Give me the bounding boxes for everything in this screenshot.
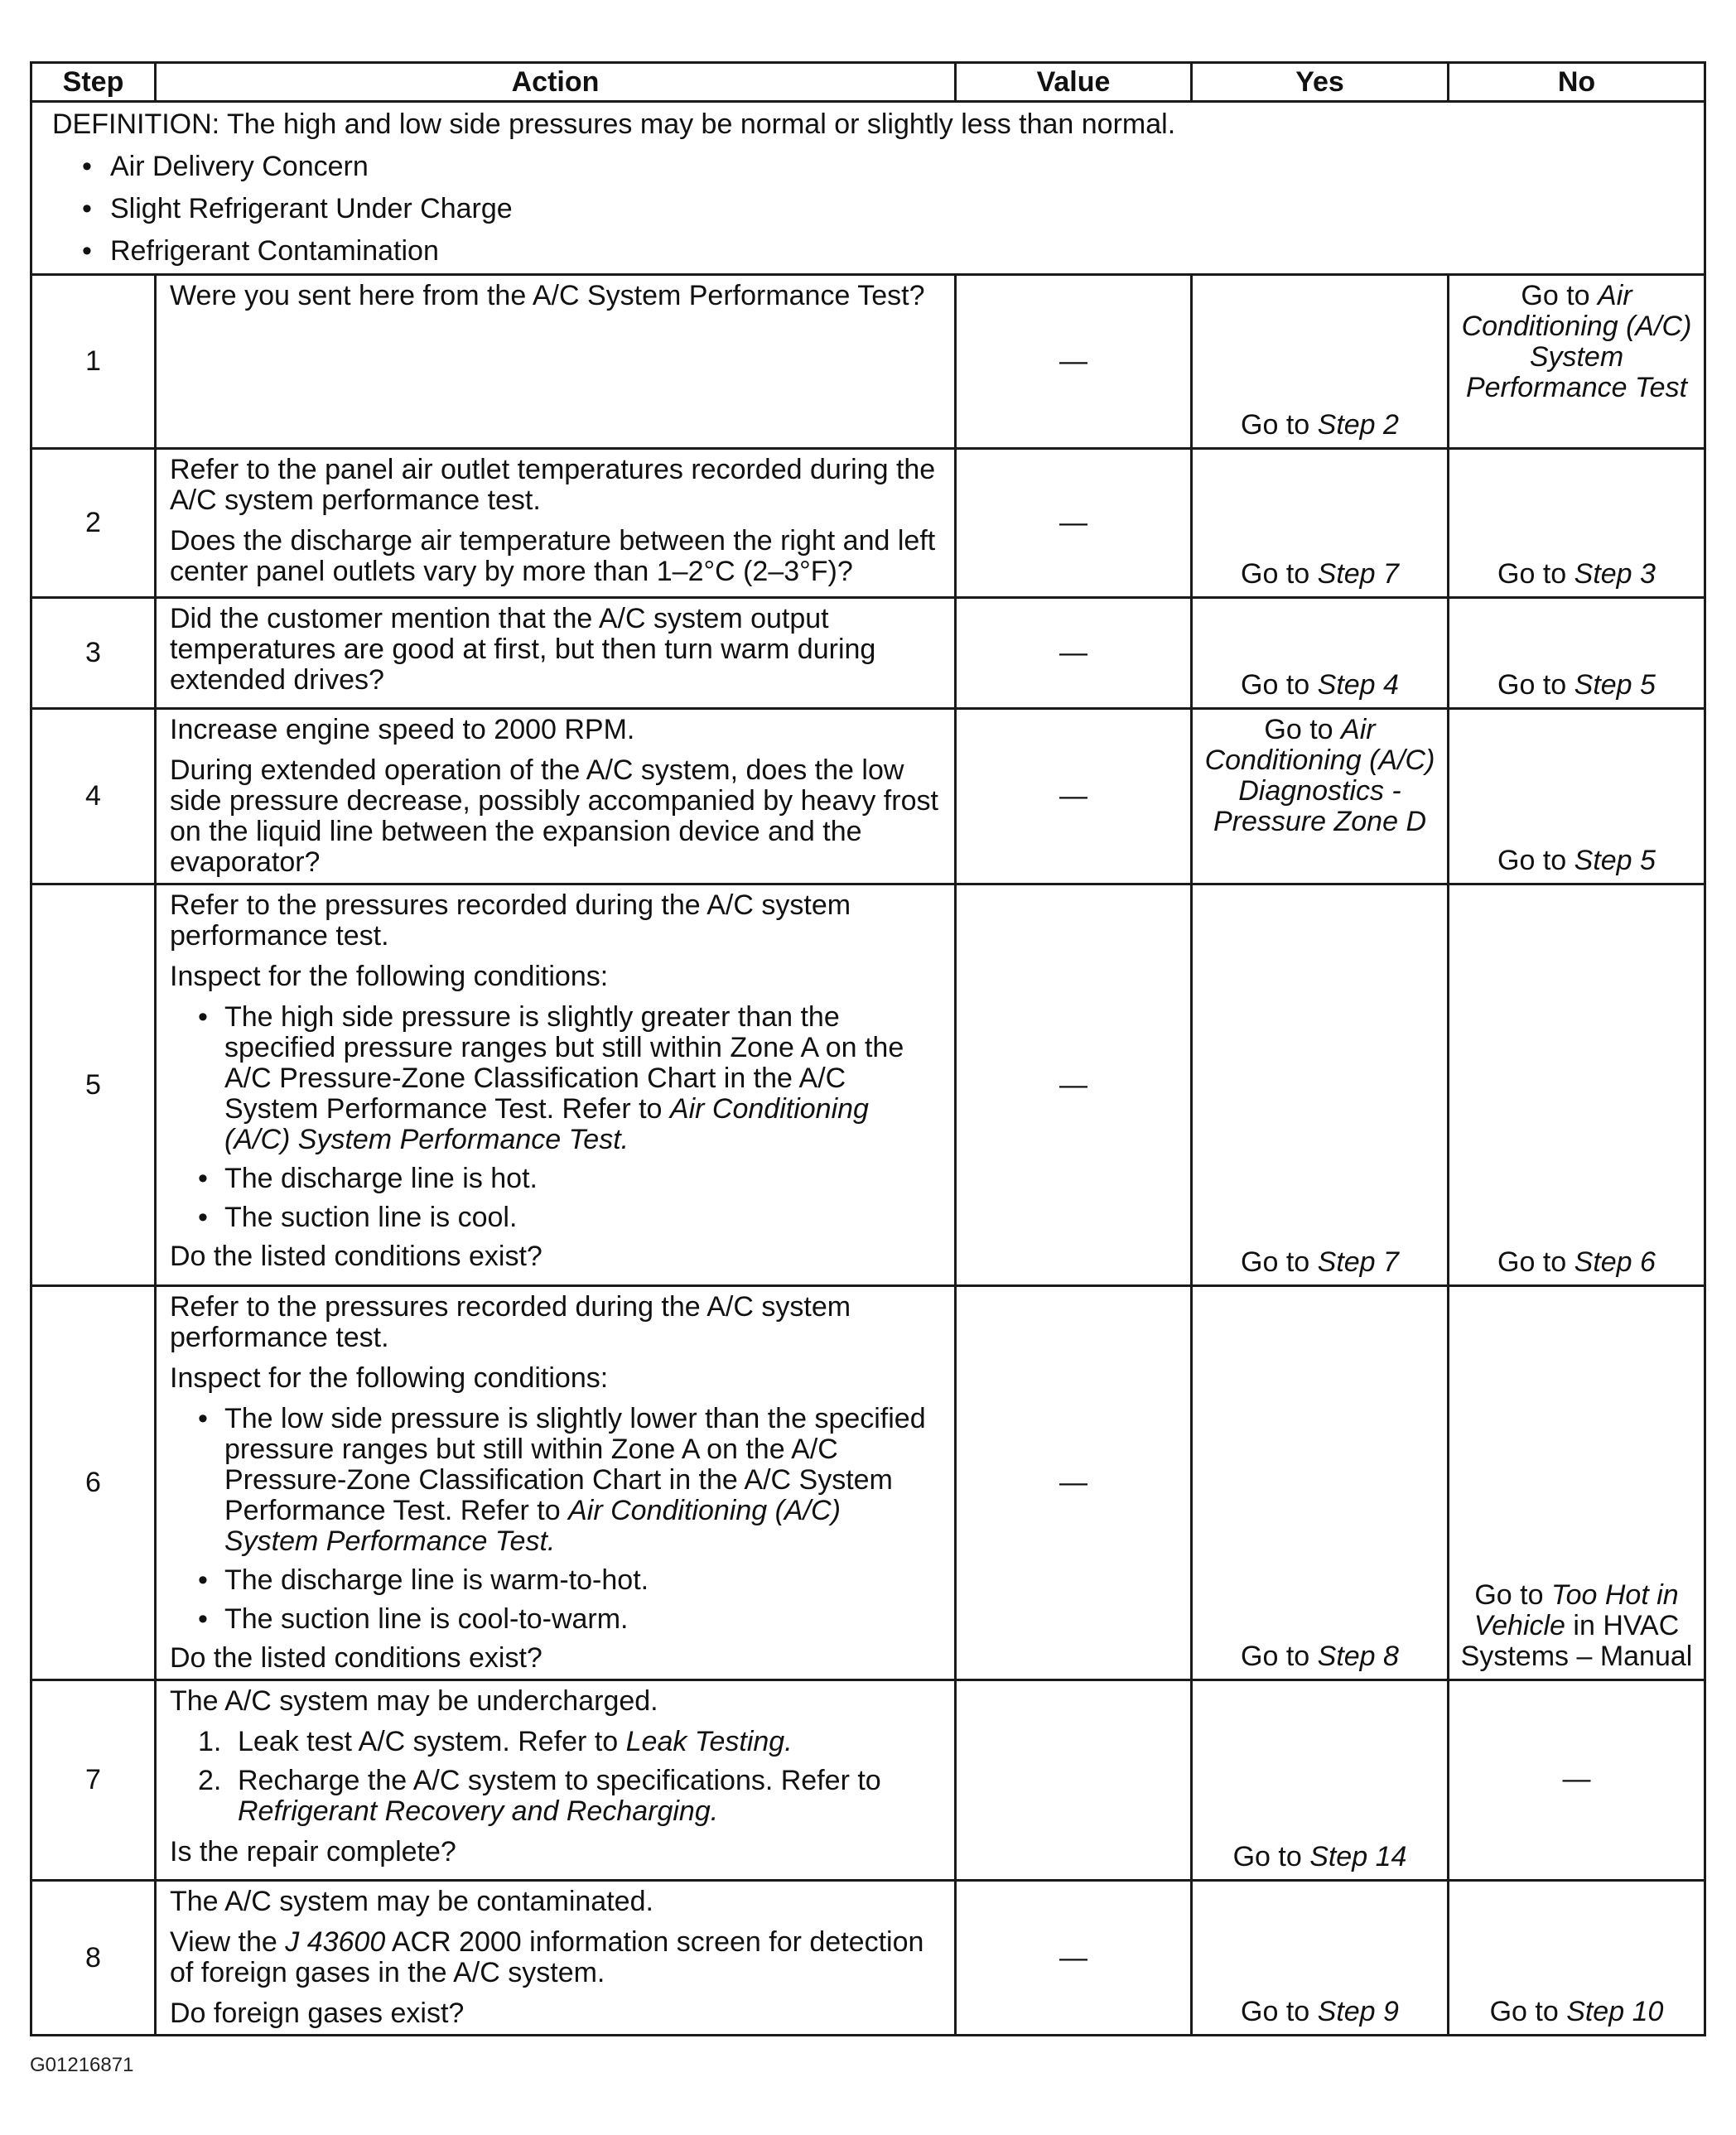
no-reference: Step 5 [1574,669,1656,701]
yes-prefix: Go to [1241,409,1318,441]
no-prefix: Go to [1497,1246,1574,1278]
action-cell [156,275,956,449]
no-prefix: Go to [1497,669,1574,701]
header-no: No [1449,63,1705,102]
yes-reference: Step 8 [1317,1641,1399,1672]
yes-reference: Step 7 [1317,1246,1399,1278]
step-number: 1 [31,275,156,449]
action-text-part: ACR 2000 information screen for detection of foreign gases in the A/C system. [170,1926,924,1988]
list-item: • The discharge line is warm-to-hot. [170,1565,941,1596]
yes-cell [1192,1286,1449,1680]
no-cell: — [1449,1680,1705,1881]
table-row [31,709,1705,884]
list-item [170,1727,941,1757]
action-cell [156,449,956,598]
no-prefix: Go to [1489,1996,1567,2027]
yes-cell [1192,449,1449,598]
table-row [31,1286,1705,1680]
definition-cell [31,102,1705,275]
action-cell [156,884,956,1286]
definition-item: • Slight Refrigerant Under Charge [52,194,1684,224]
tool-reference: J 43600 [285,1926,386,1958]
no-reference: Step 10 [1566,1996,1664,2027]
action-text: Were you sent here from the A/C System Performance Test? [170,280,925,311]
diagnostic-table [30,61,1706,2036]
value-cell: — [956,884,1192,1286]
action-cell [156,709,956,884]
action-cell [156,1881,956,2036]
header-value: Value [956,63,1192,102]
action-text: Refer to the pressures recorded during the A/C system performance test. [170,889,851,952]
table-row [31,1680,1705,1881]
yes-cell [1192,1881,1449,2036]
yes-reference: Air Conditioning (A/C) Diagnostics - Pressure Zone D [1204,714,1435,837]
table-row [31,598,1705,709]
no-cell [1449,598,1705,709]
action-question: Do the listed conditions exist? [170,1241,542,1272]
figure-id: G01216871 [30,2054,134,2076]
condition-text: The high side pressure is slightly greater than the specified pressure ranges but still within Zone A on the A/C Pressure-Zone Classification Chart in the A/C System Performance Test. Refer to [224,1001,904,1125]
no-cell [1449,275,1705,449]
yes-reference: Step 14 [1309,1841,1407,1872]
no-cell [1449,449,1705,598]
step-number: 2 [31,449,156,598]
list-item [170,1766,941,1827]
step-number: 5 [31,884,156,1286]
action-cell [156,1680,956,1881]
yes-prefix: Go to [1264,714,1342,745]
step-number: 3 [31,598,156,709]
no-reference: Air Conditioning (A/C) System Performance Test [1461,280,1692,403]
step-number: 8 [31,1881,156,2036]
list-number: 1. [198,1726,222,1757]
header-yes: Yes [1192,63,1449,102]
yes-cell [1192,275,1449,449]
action-text-part: View the [170,1926,286,1958]
condition-text: The low side pressure is slightly lower than the specified pressure ranges but still within Zone A on the A/C Pressure-Zone Classification Chart in the A/C System Performance Test. Refer to [224,1403,926,1526]
yes-cell [1192,1680,1449,1881]
condition-reference: Air Conditioning (A/C) System Performance Test. [224,1495,841,1557]
table-row [31,275,1705,449]
table-row [31,1881,1705,2036]
definition-text: DEFINITION: The high and low side pressures may be normal or slightly less than normal. [52,108,1176,140]
table-row [31,884,1705,1286]
list-number: 2. [198,1765,222,1796]
repair-reference: Leak Testing. [625,1726,793,1757]
step-number: 7 [31,1680,156,1881]
no-suffix: in HVAC Systems – Manual [1460,1610,1693,1672]
condition-list [170,1404,941,1635]
action-text: Inspect for the following conditions: [170,1362,609,1394]
table-row [31,449,1705,598]
step-number: 4 [31,709,156,884]
action-question: During extended operation of the A/C system, does the low side pressure decrease, possibly accompanied by heavy frost on the liquid line between the expansion device and the evaporator? [170,754,938,878]
value-cell: — [956,275,1192,449]
action-text: The A/C system may be undercharged. [170,1685,658,1717]
no-prefix: Go to [1521,280,1599,311]
action-question: Do foreign gases exist? [170,1998,465,2029]
yes-reference: Step 7 [1317,558,1399,590]
yes-cell [1192,709,1449,884]
yes-prefix: Go to [1241,669,1318,701]
no-prefix: Go to [1497,558,1574,590]
repair-text: Leak test A/C system. Refer to [238,1726,626,1757]
repair-reference: Refrigerant Recovery and Recharging. [238,1795,719,1827]
action-text: Refer to the pressures recorded during the A/C system performance test. [170,1291,851,1353]
definition-item: • Air Delivery Concern [52,152,1684,182]
action-cell [156,598,956,709]
yes-reference: Step 9 [1317,1996,1399,2027]
no-prefix: Go to [1497,845,1574,876]
value-cell [956,1680,1192,1881]
header-action: Action [156,63,956,102]
repair-text: Recharge the A/C system to specifications. Refer to [238,1765,881,1796]
action-text [170,1927,941,1988]
yes-prefix: Go to [1241,1246,1318,1278]
definition-row [31,102,1705,275]
action-text: Did the customer mention that the A/C system output temperatures are good at first, but then turn warm during extended drives? [170,603,876,696]
yes-reference: Step 4 [1317,669,1399,701]
no-cell [1449,884,1705,1286]
action-question: Is the repair complete? [170,1836,456,1868]
no-cell [1449,1881,1705,2036]
value-cell: — [956,1286,1192,1680]
definition-list [52,152,1684,267]
yes-cell [1192,884,1449,1286]
value-cell: — [956,598,1192,709]
list-item [170,1002,941,1155]
list-item [170,1404,941,1557]
list-item: • The suction line is cool-to-warm. [170,1604,941,1635]
action-text: The A/C system may be contaminated. [170,1886,653,1917]
yes-prefix: Go to [1241,1996,1318,2027]
condition-list [170,1002,941,1233]
list-item: • The suction line is cool. [170,1202,941,1233]
header-row [31,63,1705,102]
header-step: Step [31,63,156,102]
action-text: Inspect for the following conditions: [170,961,609,992]
value-cell: — [956,709,1192,884]
no-reference: Too Hot in Vehicle [1473,1579,1679,1641]
definition-item: • Refrigerant Contamination [52,236,1684,267]
action-question: Do the listed conditions exist? [170,1642,542,1674]
yes-prefix: Go to [1241,558,1318,590]
no-prefix: Go to [1474,1579,1551,1611]
no-reference: Step 3 [1574,558,1656,590]
action-text: Increase engine speed to 2000 RPM. [170,714,635,745]
no-cell [1449,1286,1705,1680]
action-question: Does the discharge air temperature between the right and left center panel outlets vary by more than 1–2°C (2–3°F)? [170,525,936,587]
no-reference: Step 6 [1574,1246,1656,1278]
action-text: Refer to the panel air outlet temperatures recorded during the A/C system performance test. [170,454,936,516]
no-cell [1449,709,1705,884]
repair-list [170,1727,941,1827]
value-cell: — [956,449,1192,598]
yes-prefix: Go to [1241,1641,1318,1672]
step-number: 6 [31,1286,156,1680]
list-item: • The discharge line is hot. [170,1164,941,1194]
action-cell [156,1286,956,1680]
no-reference: Step 5 [1574,845,1656,876]
condition-reference: Air Conditioning (A/C) System Performance Test. [224,1093,869,1155]
yes-cell [1192,598,1449,709]
yes-prefix: Go to [1232,1841,1310,1872]
yes-reference: Step 2 [1317,409,1399,441]
diagnostic-table-sheet [30,61,1704,2036]
value-cell: — [956,1881,1192,2036]
